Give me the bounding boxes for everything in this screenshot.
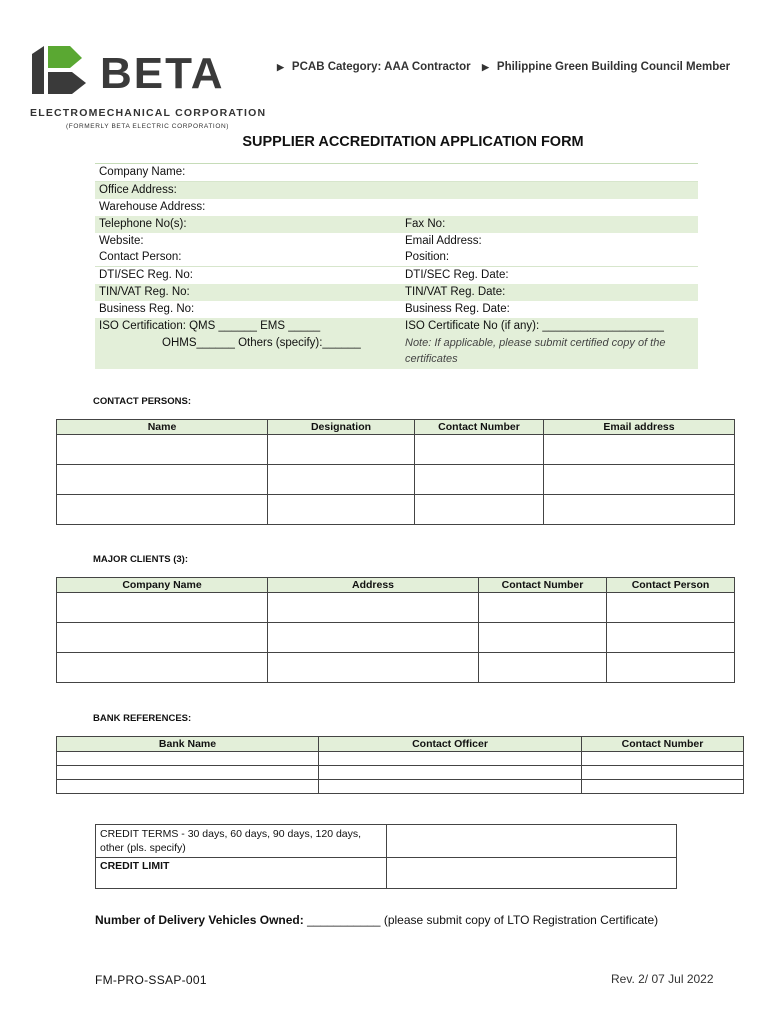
table-row[interactable]	[57, 593, 735, 623]
column-header: Designation	[268, 420, 415, 435]
table-cell[interactable]	[268, 623, 479, 653]
table-cell[interactable]	[57, 752, 319, 766]
office-address-label: Office Address:	[99, 183, 177, 196]
credit-terms-input[interactable]	[387, 825, 677, 858]
contact-person-label: Contact Person:	[99, 251, 182, 264]
table-cell[interactable]	[415, 465, 544, 495]
table-row[interactable]	[57, 623, 735, 653]
credit-table	[95, 824, 677, 889]
business-reg-label: Business Reg. No:	[99, 303, 195, 316]
table-cell[interactable]	[268, 495, 415, 525]
table-header-row	[57, 578, 735, 593]
pgbc-membership	[482, 61, 730, 73]
table-cell[interactable]	[544, 495, 735, 525]
table-cell[interactable]	[607, 623, 735, 653]
table-cell[interactable]	[57, 653, 268, 683]
iso-cert-no-label: ISO Certificate No (if any): ___________________	[405, 320, 664, 333]
telephone-label: Telephone No(s):	[99, 217, 187, 230]
table-cell[interactable]	[57, 465, 268, 495]
company-former-name: (FORMERLY BETA ELECTRIC CORPORATION)	[66, 123, 230, 130]
bank-references-heading: BANK REFERENCES:	[93, 713, 192, 724]
company-info-section	[95, 163, 698, 369]
company-logo-text: BETA	[100, 49, 225, 98]
table-cell[interactable]	[607, 653, 735, 683]
dti-reg-label: DTI/SEC Reg. No:	[99, 269, 193, 282]
delivery-vehicles-line	[95, 913, 658, 927]
triangle-bullet-icon: ▶	[277, 62, 284, 72]
company-name-label: Company Name:	[99, 166, 186, 178]
credit-terms-row[interactable]	[96, 825, 677, 858]
column-header: Address	[268, 578, 479, 593]
tin-date-label: TIN/VAT Reg. Date:	[405, 286, 506, 299]
fax-label: Fax No:	[405, 217, 446, 230]
form-revision: Rev. 2/ 07 Jul 2022	[611, 972, 714, 986]
table-row[interactable]	[57, 653, 735, 683]
table-cell[interactable]	[57, 780, 319, 794]
delivery-vehicles-label: Number of Delivery Vehicles Owned:	[95, 913, 304, 927]
iso-row[interactable]	[95, 318, 698, 369]
business-date-label: Business Reg. Date:	[405, 303, 510, 316]
tin-row[interactable]	[95, 284, 698, 301]
table-cell[interactable]	[582, 780, 744, 794]
credit-limit-label: CREDIT LIMIT	[96, 858, 387, 889]
pcab-text: PCAB Category: AAA Contractor	[291, 61, 471, 73]
email-label: Email Address:	[405, 234, 482, 247]
column-header: Name	[57, 420, 268, 435]
credit-terms-label: CREDIT TERMS - 30 days, 60 days, 90 days, 120 days, other (pls. specify)	[96, 825, 387, 858]
table-cell[interactable]	[582, 766, 744, 780]
table-header-row	[57, 420, 735, 435]
delivery-vehicles-blank[interactable]: ___________	[303, 913, 384, 927]
table-cell[interactable]	[582, 752, 744, 766]
table-row[interactable]	[57, 752, 744, 766]
major-clients-heading: MAJOR CLIENTS (3):	[93, 554, 188, 565]
table-cell[interactable]	[57, 495, 268, 525]
telephone-fax-row[interactable]	[95, 216, 698, 233]
iso-line-1: ISO Certification: QMS ______ EMS _____	[99, 320, 321, 333]
pcab-category	[277, 61, 471, 73]
table-cell[interactable]	[319, 752, 582, 766]
company-name-row[interactable]	[95, 164, 698, 182]
iso-line-2: OHMS______ Others (specify):______	[162, 337, 361, 350]
table-row[interactable]	[57, 495, 735, 525]
website-email-row[interactable]	[95, 233, 698, 250]
table-cell[interactable]	[57, 593, 268, 623]
triangle-bullet-icon: ▶	[482, 62, 489, 72]
table-row[interactable]	[57, 766, 744, 780]
contact-persons-heading: CONTACT PERSONS:	[93, 396, 191, 407]
delivery-vehicles-note: (please submit copy of LTO Registration Certificate)	[383, 913, 659, 927]
office-address-row[interactable]	[95, 182, 698, 199]
table-cell[interactable]	[415, 495, 544, 525]
table-row[interactable]	[57, 780, 744, 794]
table-cell[interactable]	[607, 593, 735, 623]
bank-references-table	[56, 736, 744, 794]
column-header: Contact Number	[415, 420, 544, 435]
contact-persons-table	[56, 419, 735, 525]
table-header-row	[57, 737, 744, 752]
company-logo-subtitle: ELECTROMECHANICAL CORPORATION	[30, 107, 267, 119]
dti-row[interactable]	[95, 267, 698, 284]
table-cell[interactable]	[268, 593, 479, 623]
warehouse-address-row[interactable]	[95, 199, 698, 216]
credit-limit-row[interactable]	[96, 858, 677, 889]
pgbc-text: Philippine Green Building Council Member	[496, 61, 731, 73]
contact-position-row[interactable]	[95, 249, 698, 267]
table-cell[interactable]	[57, 435, 268, 465]
table-cell[interactable]	[57, 623, 268, 653]
table-cell[interactable]	[479, 623, 607, 653]
column-header: Email address	[544, 420, 735, 435]
table-cell[interactable]	[57, 766, 319, 780]
table-cell[interactable]	[479, 653, 607, 683]
table-cell[interactable]	[268, 435, 415, 465]
iso-certificate-cell	[401, 318, 698, 367]
table-row[interactable]	[57, 465, 735, 495]
table-cell[interactable]	[268, 653, 479, 683]
column-header: Contact Person	[607, 578, 735, 593]
form-code: FM-PRO-SSAP-001	[95, 973, 207, 987]
table-cell[interactable]	[268, 465, 415, 495]
table-cell[interactable]	[319, 780, 582, 794]
column-header: Company Name	[57, 578, 268, 593]
major-clients-table	[56, 577, 735, 683]
table-cell[interactable]	[544, 435, 735, 465]
dti-date-label: DTI/SEC Reg. Date:	[405, 269, 509, 282]
table-row[interactable]	[57, 435, 735, 465]
business-reg-row[interactable]	[95, 301, 698, 318]
table-cell[interactable]	[544, 465, 735, 495]
table-cell[interactable]	[415, 435, 544, 465]
credit-limit-input[interactable]	[387, 858, 677, 889]
table-cell[interactable]	[479, 593, 607, 623]
website-label: Website:	[99, 234, 144, 247]
beta-logo-mark-icon	[30, 44, 98, 96]
iso-note: Note: If applicable, please submit certified copy of the certificates	[405, 337, 666, 366]
warehouse-address-label: Warehouse Address:	[99, 200, 206, 213]
position-label: Position:	[405, 251, 450, 264]
form-title: SUPPLIER ACCREDITATION APPLICATION FORM	[242, 134, 584, 150]
tin-reg-label: TIN/VAT Reg. No:	[99, 286, 190, 299]
column-header: Bank Name	[57, 737, 319, 752]
iso-certification	[95, 318, 401, 352]
column-header: Contact Number	[479, 578, 607, 593]
column-header: Contact Number	[582, 737, 744, 752]
table-cell[interactable]	[319, 766, 582, 780]
column-header: Contact Officer	[319, 737, 582, 752]
